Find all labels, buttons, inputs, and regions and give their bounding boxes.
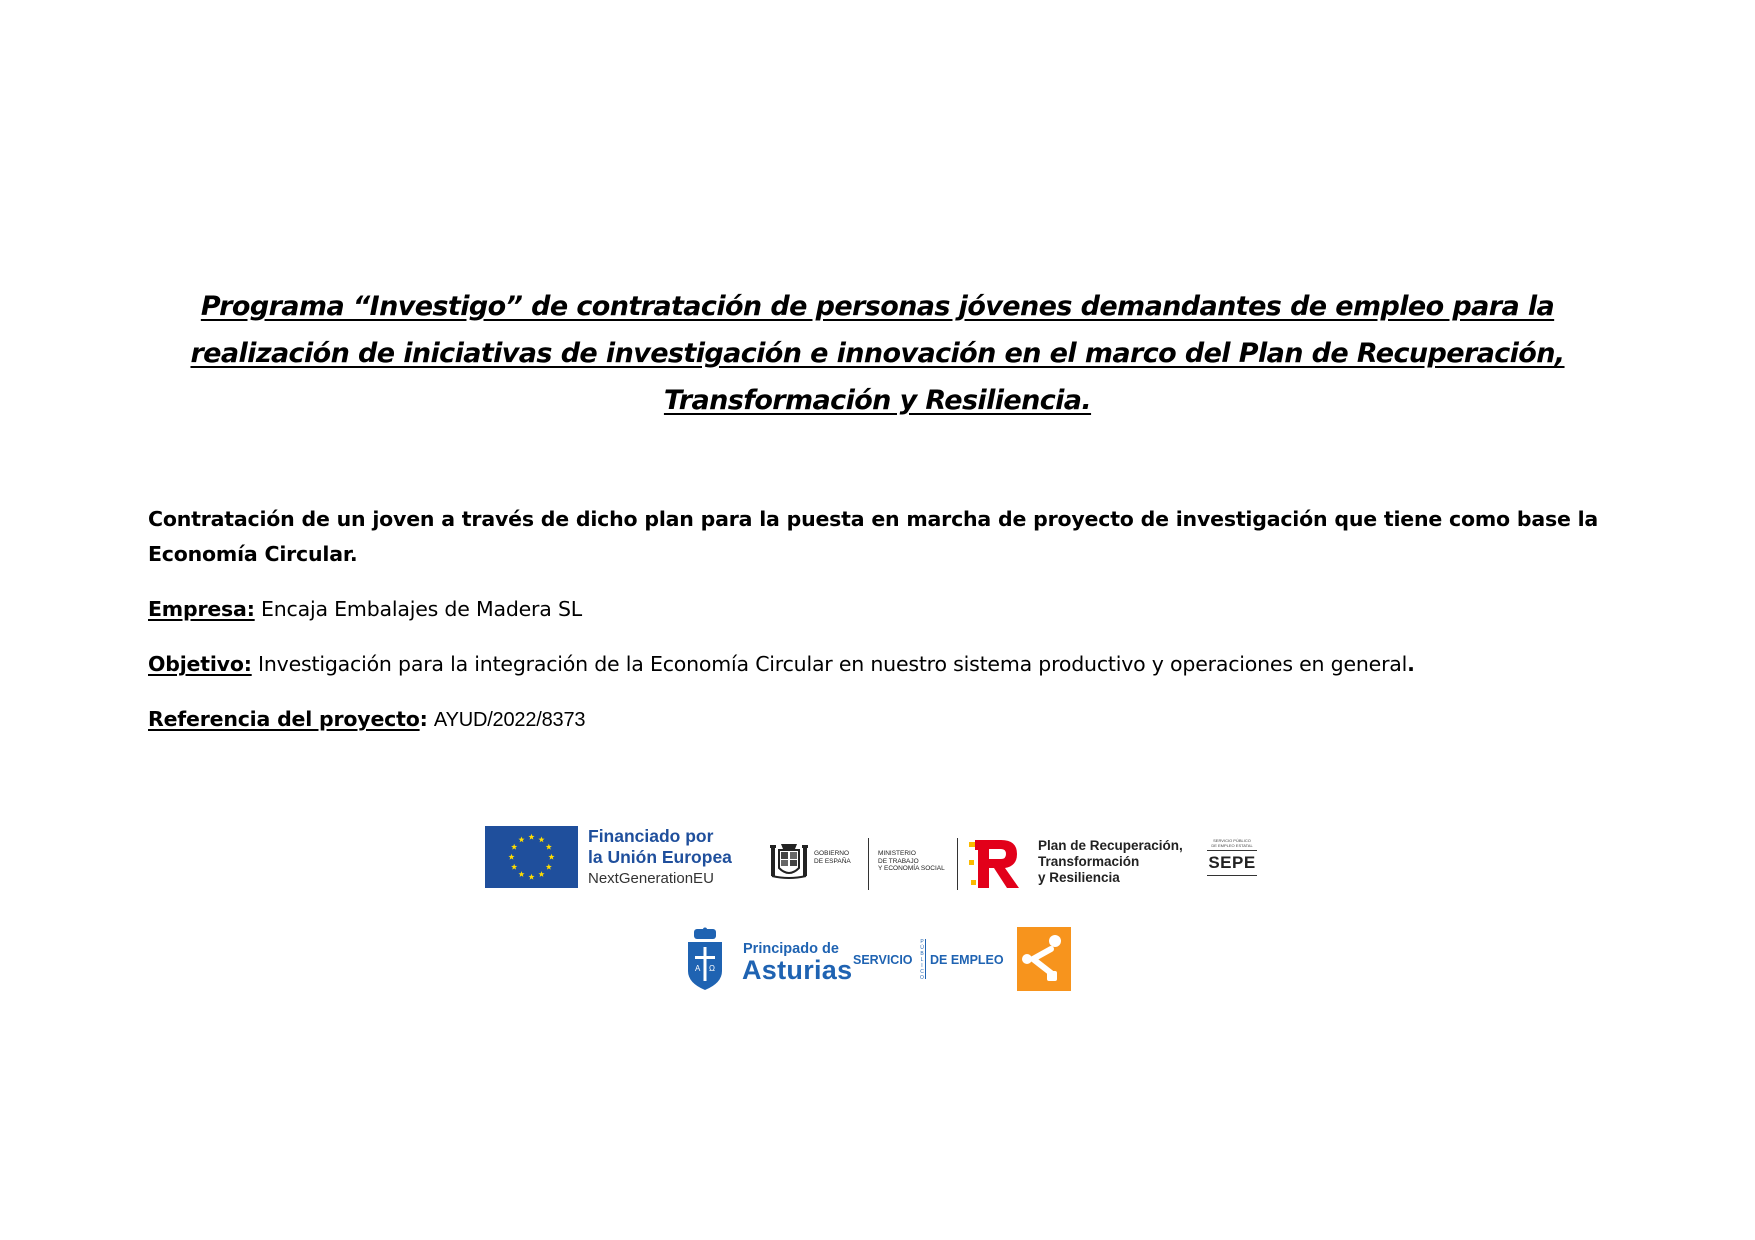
logo-divider <box>868 838 869 890</box>
eu-logo-text <box>588 826 768 889</box>
prtr-line2: Transformación <box>1038 854 1140 869</box>
ministerio-text <box>878 850 945 873</box>
publico-letter: C <box>920 969 924 975</box>
recovery-plan-text <box>1038 838 1183 886</box>
sepe-small1: SERVICIO PÚBLICO <box>1213 838 1251 843</box>
svg-text:Α: Α <box>695 964 701 973</box>
regional-logos-row <box>686 925 1071 991</box>
sepe-small2: DE EMPLEO ESTATAL <box>1211 843 1253 848</box>
eu-star <box>528 834 534 840</box>
empresa-field <box>148 592 1608 627</box>
spain-coat-of-arms-icon <box>769 840 809 882</box>
ministerio-line1: MINISTERIO <box>878 850 916 857</box>
referencia-value: AYUD/2022/8373 <box>433 709 586 731</box>
objetivo-field <box>148 647 1608 682</box>
publico-letter: L <box>920 957 924 963</box>
publico-letter: B <box>920 951 924 957</box>
svg-text:Ω: Ω <box>709 964 715 973</box>
sepe-logo <box>1205 838 1259 890</box>
sepe-divider <box>1207 850 1257 851</box>
eu-star <box>508 854 514 860</box>
servicio-text: SERVICIO <box>853 953 913 967</box>
eu-star <box>528 874 534 880</box>
asturias-shield-icon <box>686 927 724 991</box>
ministerio-line2: DE TRABAJO <box>878 857 919 865</box>
eu-star <box>548 854 554 860</box>
ministerio-line3: Y ECONOMÍA SOCIAL <box>878 865 945 872</box>
asturias-line1: Principado de <box>743 941 839 957</box>
empresa-label: Empresa: <box>148 597 255 621</box>
eu-line3: NextGenerationEU <box>588 870 714 887</box>
eu-stars <box>485 826 578 888</box>
de-empleo-text: DE EMPLEO <box>930 953 1004 967</box>
gobierno-line1: GOBIERNO <box>814 850 850 857</box>
eu-star <box>518 836 524 842</box>
objetivo-value: Investigación para la integración de la Economía Circular en nuestro sistema productivo y operaciones en general <box>258 652 1408 676</box>
prtr-line3: y Resiliencia <box>1038 870 1120 885</box>
gobierno-line2: DE ESPAÑA <box>814 857 851 865</box>
asturias-line2: Asturias <box>742 955 853 985</box>
empleo-orange-icon <box>1017 927 1071 991</box>
eu-star <box>511 844 517 850</box>
objetivo-label: Objetivo: <box>148 652 252 676</box>
publico-letter: I <box>921 963 923 969</box>
intro-paragraph: Contratación de un joven a través de dicho plan para la puesta en marcha de proyecto de investigación que tiene como base la Economía Circular. <box>148 507 1599 566</box>
referencia-colon: : <box>419 707 428 731</box>
eu-flag-icon <box>485 826 578 888</box>
referencia-field <box>148 702 1608 738</box>
sepe-divider <box>1207 875 1257 876</box>
publico-letter: O <box>920 975 924 981</box>
eu-star <box>518 871 524 877</box>
eu-line1: Financiado por <box>588 826 714 846</box>
recovery-plan-logo-icon <box>967 838 1023 890</box>
funding-logos-row <box>485 826 1260 892</box>
gobierno-text <box>814 850 851 865</box>
eu-line2: la Unión Europea <box>588 847 732 867</box>
eu-star <box>538 836 544 842</box>
empleo-symbol-icon <box>1017 927 1071 991</box>
sepe-acronym: SEPE <box>1208 853 1256 872</box>
document-body <box>148 502 1608 738</box>
eu-star <box>546 844 552 850</box>
eu-star <box>538 871 544 877</box>
referencia-label: Referencia del proyecto <box>148 707 420 731</box>
publico-divider <box>925 939 926 979</box>
logo-divider <box>957 838 958 890</box>
prtr-line1: Plan de Recuperación, <box>1038 838 1183 853</box>
eu-star <box>546 864 552 870</box>
eu-star <box>511 864 517 870</box>
publico-letter: Ú <box>920 945 924 951</box>
publico-letter: P <box>920 939 924 945</box>
objetivo-end: . <box>1407 652 1415 676</box>
empresa-value: Encaja Embalajes de Madera SL <box>261 597 582 621</box>
page-title: Programa “Investigo” de contratación de personas jóvenes demandantes de empleo para la realización de iniciativas de investigación e innovación en el marco del Plan de Recuperación, Transformación y Resiliencia. <box>190 291 1565 416</box>
